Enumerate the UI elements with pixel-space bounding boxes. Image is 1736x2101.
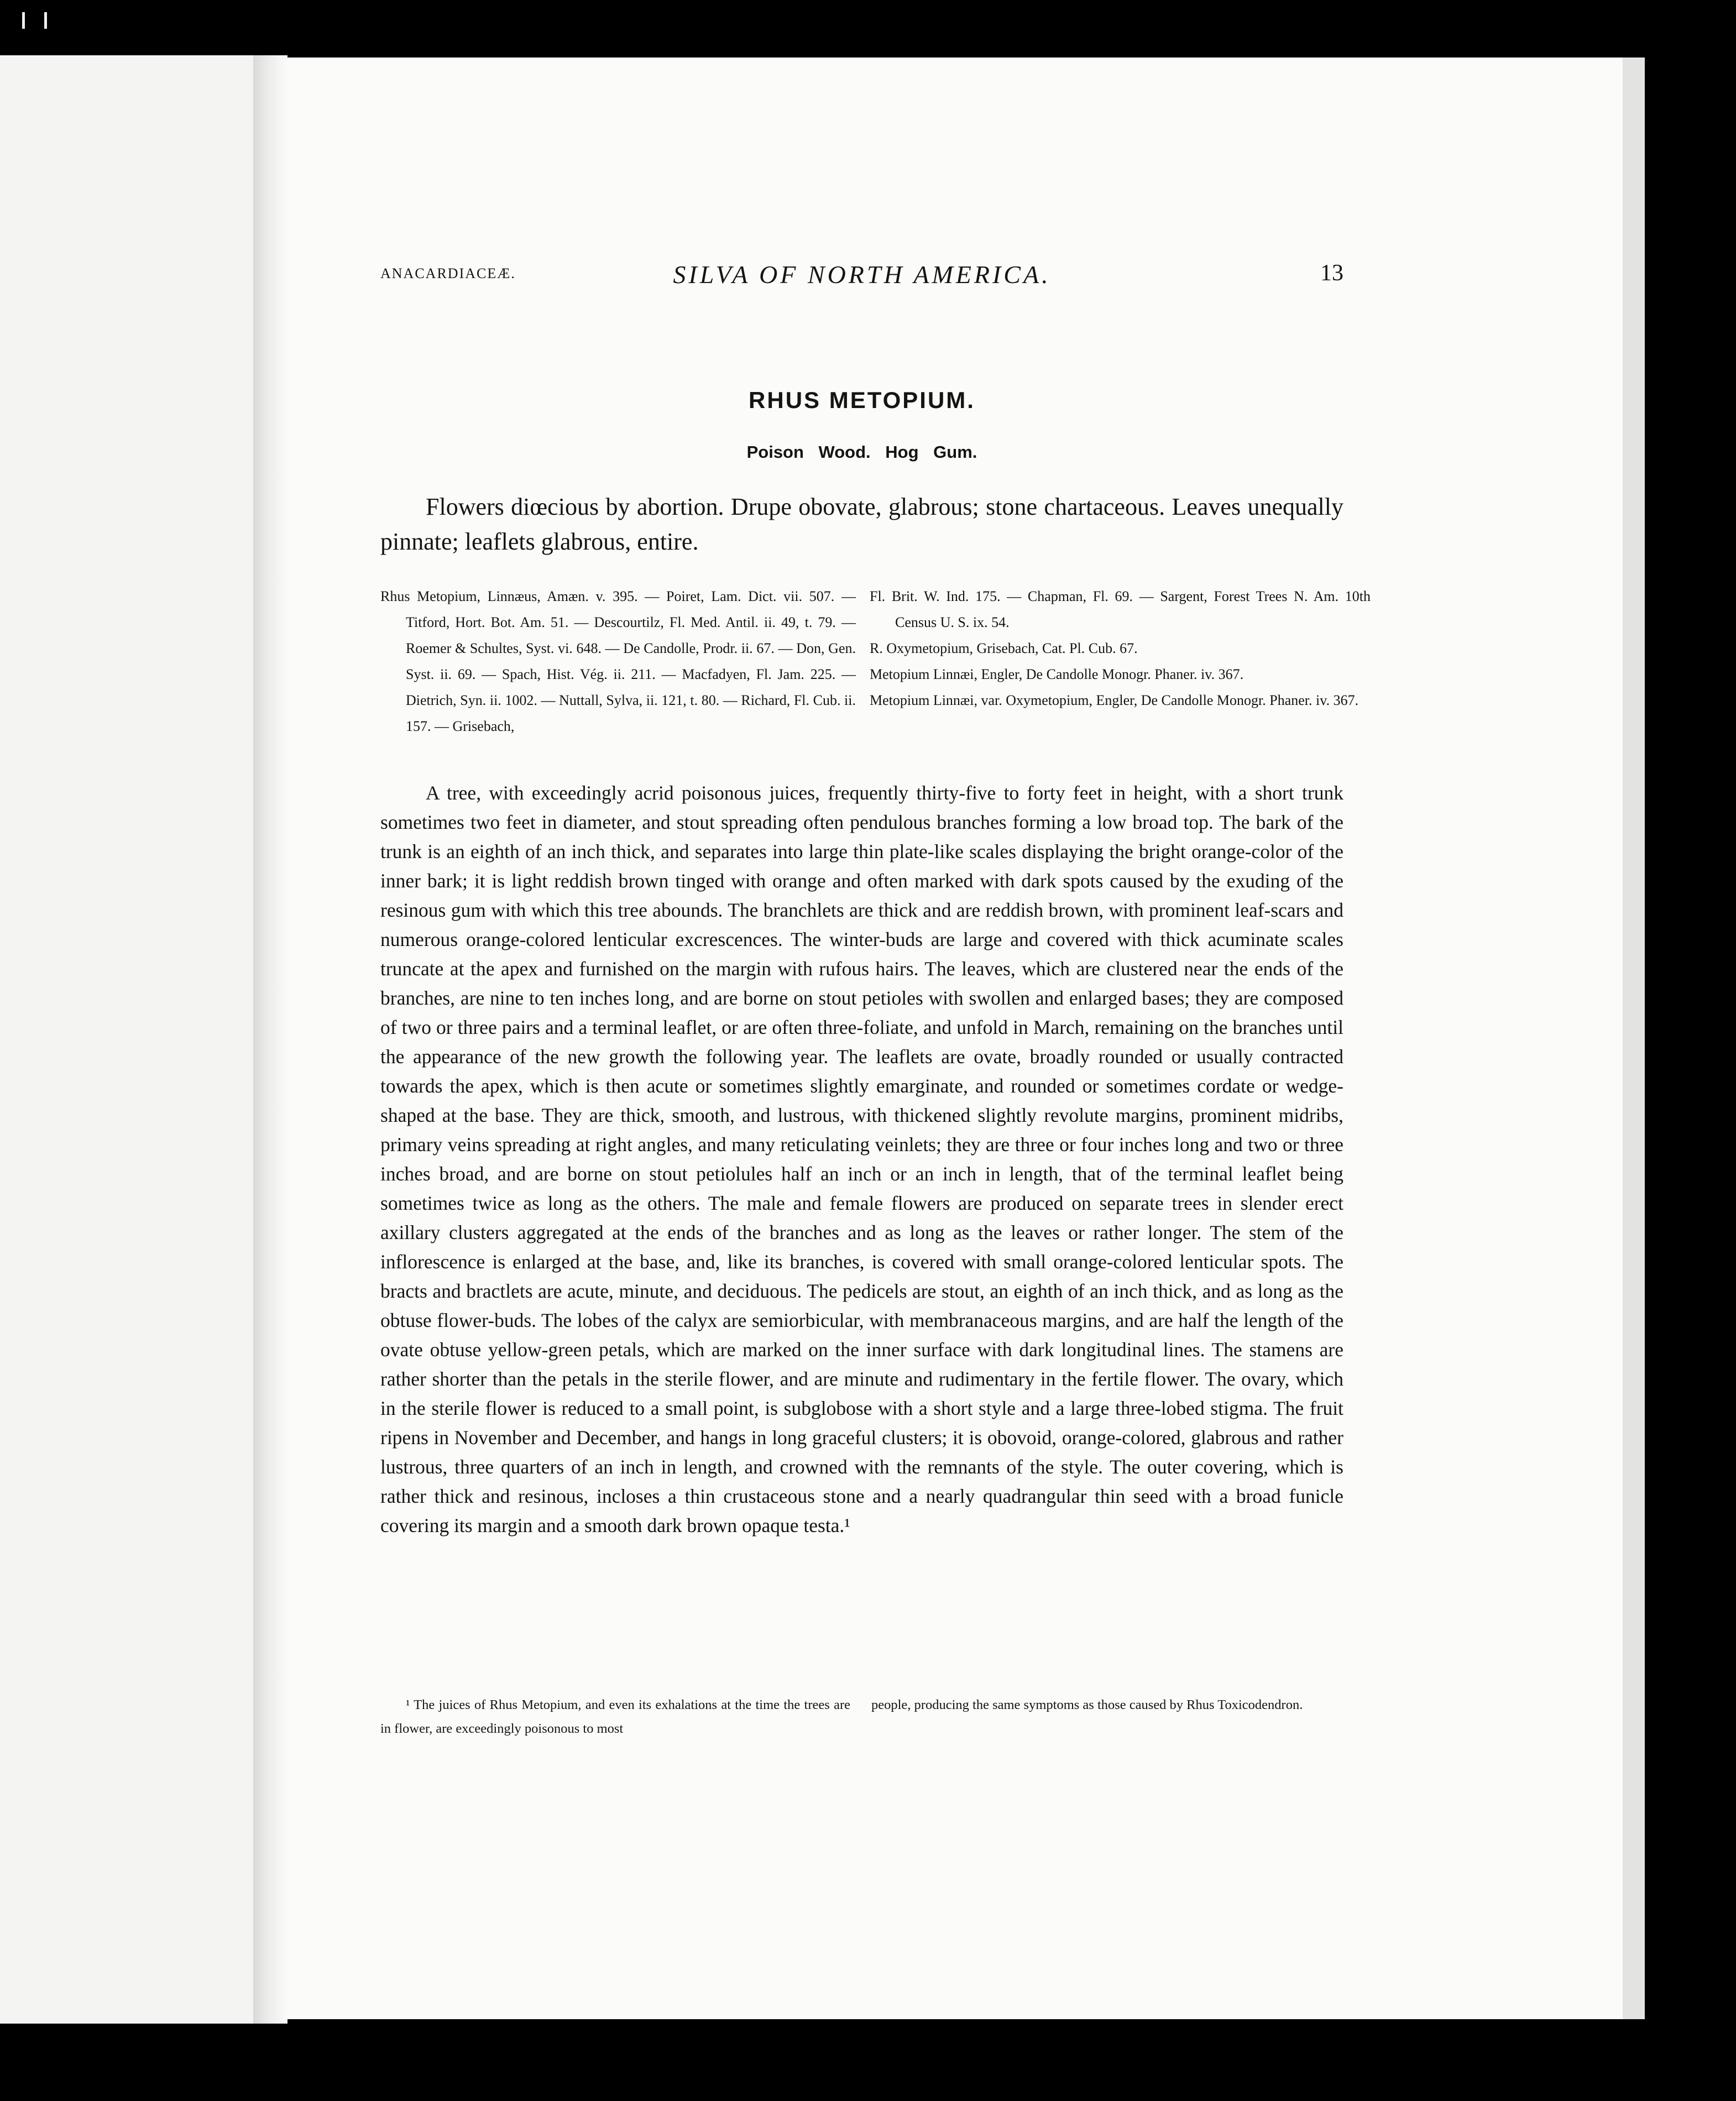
page-edge-shadow (1623, 58, 1645, 2019)
diagnosis-paragraph: Flowers diœcious by abortion. Drupe obovate, glabrous; stone chartaceous. Leaves unequally pinnate; leaflets glabrous, entire. (380, 493, 1343, 555)
running-head-section: ANACARDIACEÆ. (380, 265, 516, 281)
book-gutter (253, 55, 287, 2024)
footnote-right-column: people, producing the same symptoms as those caused by Rhus Toxicodendron. (871, 1697, 1303, 1712)
synonymy-right-column (870, 583, 1371, 713)
description-paragraph: A tree, with exceedingly acrid poisonous juices, frequently thirty-five to forty feet in height, with a short trunk sometimes two feet in diameter, and stout spreading often pendulous branches forming a low broad top. The bark of the trunk is an eighth of an inch thick, and separates into large thin plate-like scales displaying the bright orange-color of the inner bark; it is light reddish brown tinged with orange and often marked with dark spots caused by the exuding of the resinous gum with which this tree abounds. The branchlets are thick and are reddish brown, with prominent leaf-scars and numerous orange-colored lenticular excrescences. The winter-buds are large and covered with thick acuminate scales truncate at the apex and furnished on the margin with rufous hairs. The leaves, which are clustered near the ends of the branches, are nine to ten inches long, and are borne on stout petioles with swollen and enlarged bases; they are composed of two or three pairs and a terminal leaflet, or are often three-foliate, and unfold in March, remaining on the branches until the appearance of the new growth the following year. The leaflets are ovate, broadly rounded or usually contracted towards the apex, which is then acute or sometimes slightly emarginate, and rounded or sometimes cordate or wedge-shaped at the base. They are thick, smooth, and lustrous, with thickened slightly revolute margins, prominent midribs, primary veins spreading at right angles, and many reticulating veinlets; they are three or four inches long and two or three inches broad, and are borne on stout petiolules half an inch or an inch in length, that of the terminal leaflet being sometimes twice as long as the others. The male and female flowers are produced on separate trees in slender erect axillary clusters aggregated at the ends of the branches and as long as the leaves or rather longer. The stem of the inflorescence is enlarged at the base, and, like its branches, is covered with small orange-colored lenticular spots. The bracts and bractlets are acute, minute, and deciduous. The pedicels are stout, an eighth of an inch thick, and as long as the obtuse flower-buds. The lobes of the calyx are semiorbicular, with membranaceous margins, and are half the length of the ovate obtuse yellow-green petals, which are marked on the inner surface with dark longitudinal lines. The stamens are rather shorter than the petals in the sterile flower, and are minute and rudimentary in the fertile flower. The ovary, which in the sterile flower is reduced to a small point, is subglobose with a short style and a large three-lobed stigma. The fruit ripens in November and December, and hangs in long graceful clusters; it is obovoid, orange-colored, glabrous and rather lustrous, three quarters of an inch in length, and crowned with the remnants of the style. The outer covering, which is rather thick and resinous, incloses a thin crustaceous stone and a nearly quadrangular thin seed with a broad funicle covering its margin and a smooth dark brown opaque testa.¹ (380, 782, 1343, 1536)
running-head-title: SILVA OF NORTH AMERICA. (673, 260, 1051, 289)
footnotes (380, 1693, 1343, 1743)
synonymy-block (380, 583, 1371, 755)
synonymy-entry: Fl. Brit. W. Ind. 175. — Chapman, Fl. 69. — Sargent, Forest Trees N. Am. 10th Census U. S. ix. 54. (870, 588, 1371, 630)
synonymy-left-column (380, 583, 856, 739)
facing-page-blank (0, 55, 253, 2024)
common-names: Poison Wood. Hog Gum. (746, 442, 977, 462)
scan-edge-mark (22, 12, 25, 29)
page-number: 13 (1320, 260, 1343, 286)
footnote-left-column: ¹ The juices of Rhus Metopium, and even its exhalations at the time the trees are in flower, are exceedingly poisonous to most (380, 1697, 850, 1736)
synonymy-entry: Rhus Metopium, Linnæus, Amæn. v. 395. — Poiret, Lam. Dict. vii. 507. — Titford, Hort. Bot. Am. 51. — Descourtilz, Fl. Med. Antil. ii. 49, t. 79. — Roemer & Schultes, Syst. vi. 648. — De Candolle, Prodr. ii. 67. — Don, Gen. Syst. ii. 69. — Spach, Hist. Vég. ii. 211. — Macfadyen, Fl. Jam. 225. — Dietrich, Syn. ii. 1002. — Nuttall, Sylva, ii. 121, t. 80. — Richard, Fl. Cub. ii. 157. — Grisebach, (380, 588, 856, 734)
synonymy-entry: Metopium Linnæi, Engler, De Candolle Monogr. Phaner. iv. 367. (870, 666, 1244, 682)
running-head (380, 260, 1343, 293)
synonymy-entry: R. Oxymetopium, Grisebach, Cat. Pl. Cub. 67. (870, 640, 1138, 656)
scan-edge-mark (44, 12, 47, 29)
species-title: RHUS METOPIUM. (749, 387, 975, 413)
synonymy-entry: Metopium Linnæi, var. Oxymetopium, Engler, De Candolle Monogr. Phaner. iv. 367. (870, 692, 1359, 708)
